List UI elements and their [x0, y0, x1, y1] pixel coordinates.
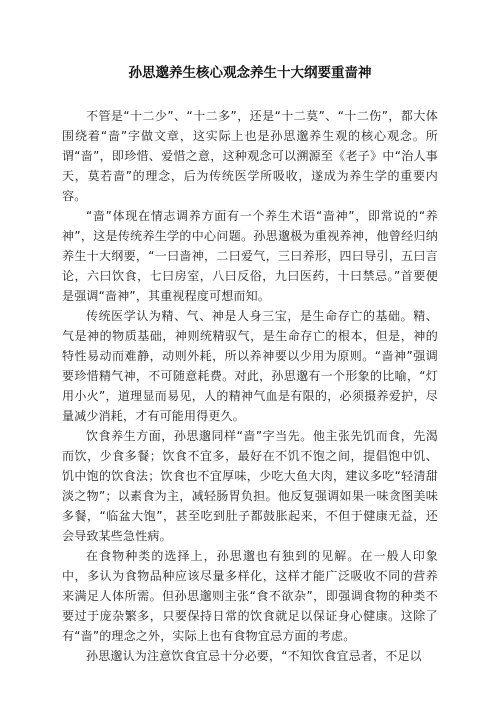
paragraph: 孙思邈认为注意饮食宜忌十分必要，“不知饮食宜忌者，不足以	[86, 649, 422, 663]
paragraph: “啬”体现在情志调养方面有一个养生术语“啬神”，即常说的“养神”，这是传统养生学的中心问题。孙思邈极为重视养神，他曾经归纳养生十大纲要，“一曰啬神，二曰爱气，三曰养形，四曰导引，五曰言论，六曰饮食，七曰房室，八曰反俗，九曰医药，十曰禁忌。”首要便是强调“啬神”，其重视程度可想而知。	[62, 209, 438, 303]
paragraph: 传统医学认为精、气、神是人身三宝，是生命存亡的基础。精、气是神的物质基础，神则统精驭气，是生命存亡的根本，但是，神的特性易动而难静，动则外耗，所以养神要以少用为原则。“啬神”强调要珍惜精气神，不可随意耗费。对此，孙思邈有一个形象的比喻，“灯用小火”，道理显而易见，人的精神气血是有限的，必须摄养爱护，尽量减少消耗，才有可能用得更久。	[62, 309, 438, 423]
paragraph: 不管是“十二少”、“十二多”，还是“十二莫”、“十二伤”，都大体围绕着“啬”字做文章，这实际上也是孙思邈养生观的核心观念。所谓“啬”，即珍惜、爱惜之意，这种观念可以溯源至《老子》中“治人事天，莫若啬”的理念，后为传统医学所吸收，遂成为养生学的重要内容。	[62, 109, 438, 203]
paragraph: 饮食养生方面，孙思邈同样“啬”字当先。他主张先饥而食，先渴而饮，少食多餐；饮食不宜多，最好在不饥不饱之间，提倡饱中饥、饥中饱的饮食法；饮食也不宜厚味，少吃大鱼大肉，建议多吃“轻清甜淡之物”；以素食为主，减轻肠胃负担。他反复强调如果一味贪图美味多餐，“临盆大饱”，甚至吃到肚子都鼓胀起来，不但于健康无益，还会导致某些急性病。	[62, 429, 438, 543]
document-title: 孙思邈养生核心观念养生十大纲要重啬神	[128, 65, 372, 81]
paragraph: 在食物种类的选择上，孙思邈也有独到的见解。在一般人印象中，多认为食物品种应该尽量多样化，这样才能广泛吸收不同的营养来满足人体所需。但孙思邈则主张“食不欲杂”，即强调食物的种类不要过于庞杂繁多，只要保持日常的饮食就足以保证身心健康。这除了有“啬”的理念之外，实际上也有食物宜忌方面的考虑。	[62, 549, 438, 643]
